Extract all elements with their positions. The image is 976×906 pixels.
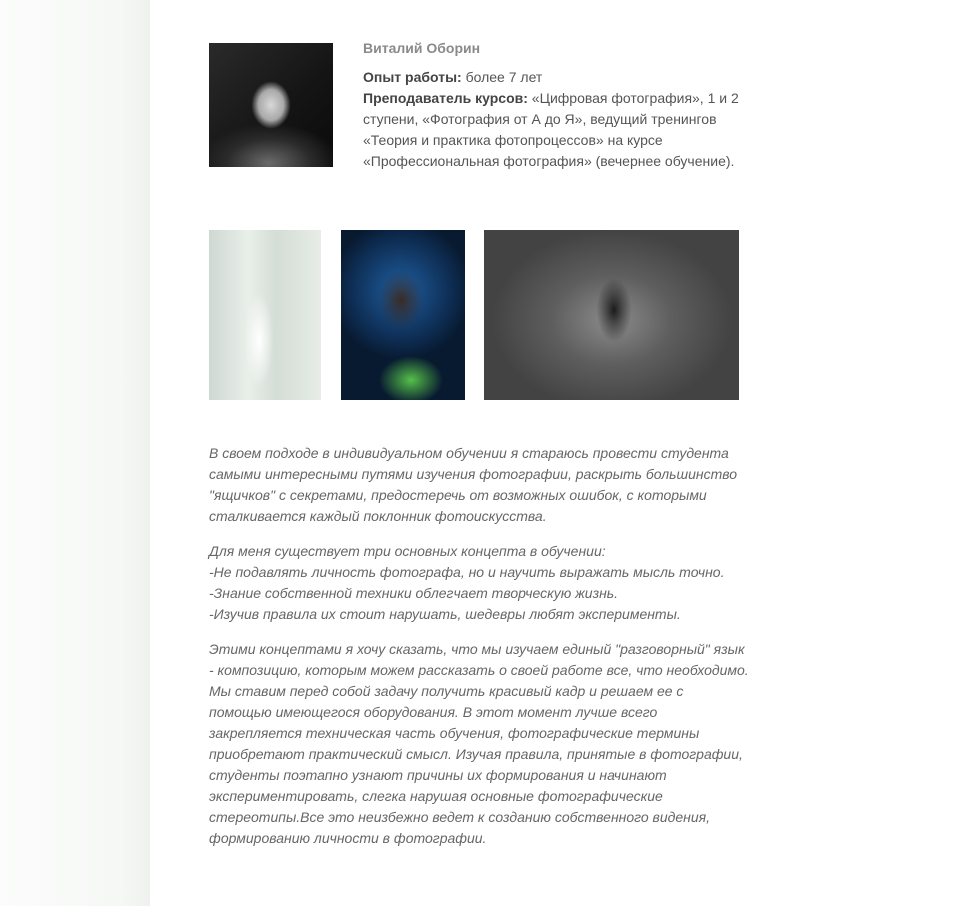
author-bio xyxy=(363,38,743,172)
left-divider xyxy=(148,0,150,906)
essay-paragraph-2: Для меня существует три основных концепта в обучении: -Не подавлять личность фотографа, но и научить выражать мысль точно. -Знание собственной техники облегчает творческую жизнь. -Изучив правила их стоит нарушать, шедевры любят эксперименты. xyxy=(209,543,725,622)
teacher-value: «Цифровая фотография», 1 и 2 ступени, «Фотография от А до Я», ведущий тренингов «Теория и практика фотопроцессов» на курсе «Профессиональная фотография» (вечернее обучение). xyxy=(363,90,739,169)
essay-paragraph-3: Этими концептами я хочу сказать, что мы изучаем единый "разговорный" язык - композицию, которым можем рассказать о своей работе все, что необходимо. Мы ставим перед собой задачу получить красивый кадр и решаем ее с помощью имеющегося оборудования. В этот момент лучше всего закрепляется техническая часть обучения, фотографические термины приобретают практический смысл. Изучая правила, принятые в фотографии, студенты поэтапно узнают причины их формирования и начинают экспериментировать, слегка нарушая основные фотографические стереотипы.Все это неизбежно ведет к созданию собственного видения, формированию личности в фотографии. xyxy=(209,641,749,846)
colorful-portrait-photo[interactable] xyxy=(341,230,465,400)
teacher-label: Преподаватель курсов: xyxy=(363,90,528,106)
experience-value: более 7 лет xyxy=(465,69,543,85)
author-name: Виталий Оборин xyxy=(363,40,481,56)
left-background xyxy=(0,0,150,906)
author-portrait xyxy=(209,43,333,167)
experience-label: Опыт работы: xyxy=(363,69,462,85)
teacher-line xyxy=(363,88,743,172)
experience-line xyxy=(363,67,743,88)
wings-photo[interactable] xyxy=(484,230,739,400)
essay-text xyxy=(209,443,749,863)
article xyxy=(209,0,749,906)
bride-photo[interactable] xyxy=(209,230,321,400)
essay-paragraph-1: В своем подходе в индивидуальном обучении я стараюсь провести студента самыми интересными путями изучения фотографии, раскрыть большинство "ящичков" с секретами, предостеречь от возможных ошибок, с которыми сталкивается каждый поклонник фотоискусства. xyxy=(209,445,738,524)
